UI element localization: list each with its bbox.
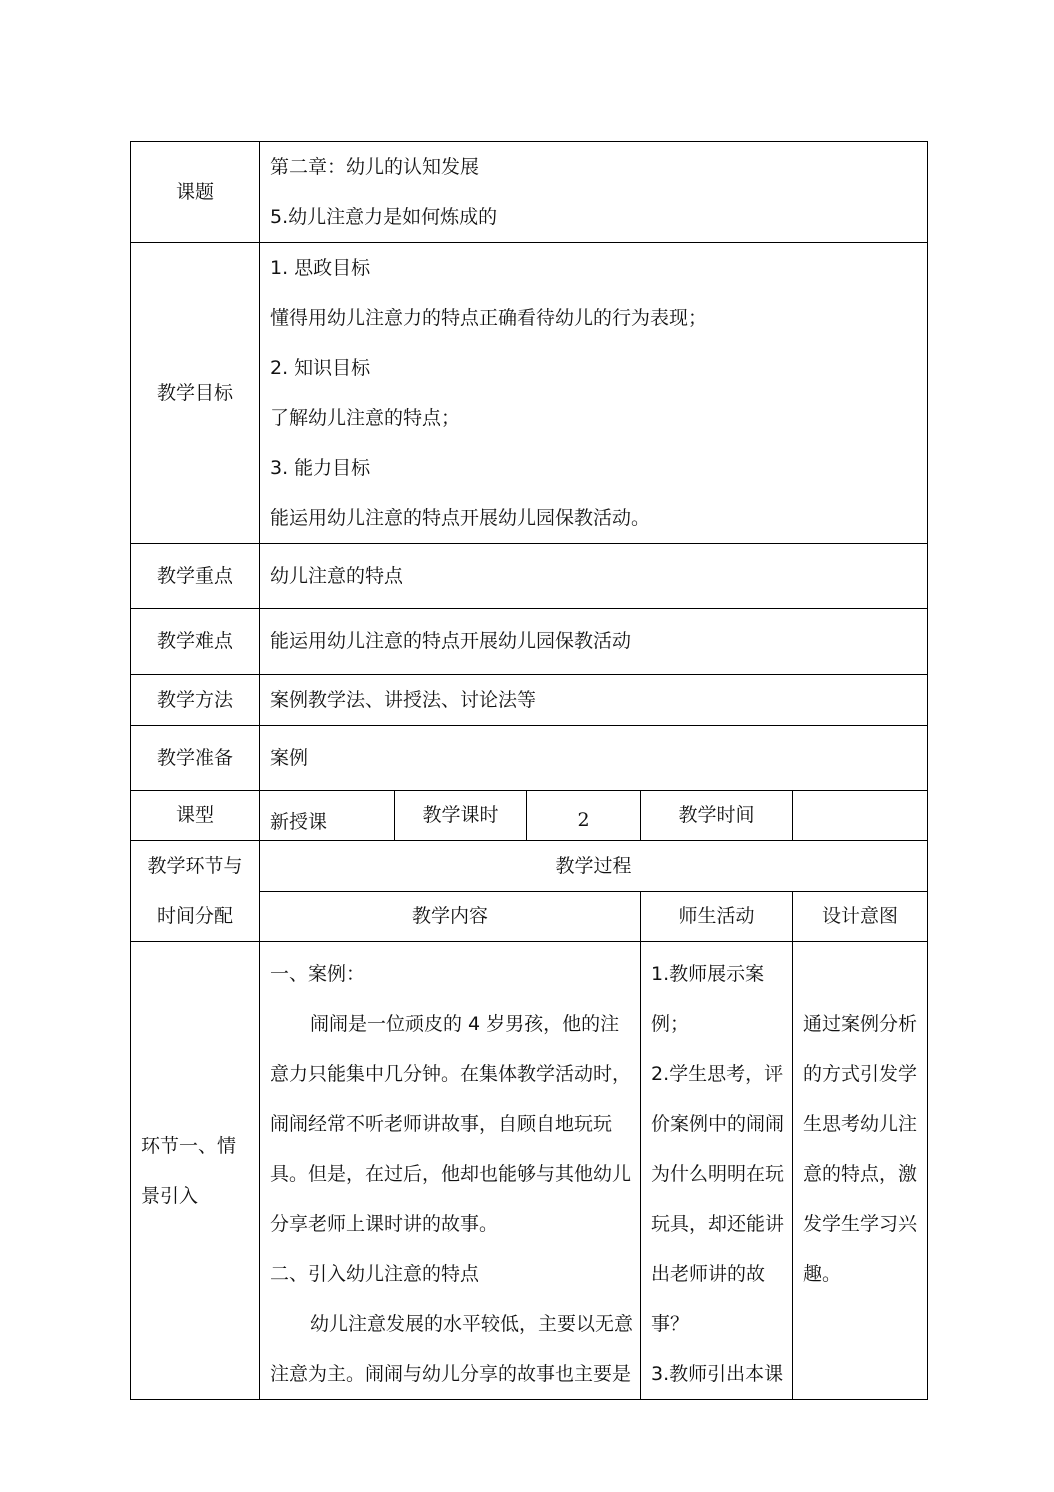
activity-line: 价案例中的闹闹 xyxy=(651,1113,785,1135)
preparation-value: 案例 xyxy=(260,726,928,791)
key-point-value: 幼儿注意的特点 xyxy=(260,544,928,609)
difficulty-value: 能运用幼儿注意的特点开展幼儿园保教活动 xyxy=(260,609,928,675)
stage1-intent xyxy=(793,942,928,1400)
objective-line: 3. 能力目标 xyxy=(270,457,371,479)
col-intent-header: 设计意图 xyxy=(793,892,928,942)
intent-line: 趣。 xyxy=(803,1263,842,1285)
content-line: 二、引入幼儿注意的特点 xyxy=(270,1263,480,1285)
method-value: 案例教学法、讲授法、讨论法等 xyxy=(260,675,928,726)
intent-line: 发学生学习兴 xyxy=(803,1213,918,1235)
content-line: 闹闹是一位顽皮的 4 岁男孩，他的注 xyxy=(310,1013,620,1035)
stage1-name-line: 环节一、情 xyxy=(141,1134,237,1157)
content-line: 注意为主。闹闹与幼儿分享的故事也主要是 xyxy=(270,1363,632,1385)
preparation-label: 教学准备 xyxy=(131,726,260,791)
content-line: 闹闹经常不听老师讲故事，自顾自地玩玩 xyxy=(270,1113,613,1135)
key-point-row xyxy=(131,544,928,609)
teaching-time-label: 教学时间 xyxy=(641,791,793,841)
activity-line: 为什么明明在玩 xyxy=(651,1163,785,1185)
objectives-row xyxy=(131,243,928,544)
activity-line: 2.学生思考，评 xyxy=(651,1063,784,1085)
content-line: 幼儿注意发展的水平较低，主要以无意 xyxy=(310,1313,634,1335)
activity-line: 1.教师展示案 xyxy=(651,963,765,985)
col-activity-header: 师生活动 xyxy=(641,892,793,942)
objective-line: 能运用幼儿注意的特点开展幼儿园保教活动。 xyxy=(270,507,651,529)
course-type-row xyxy=(131,791,928,841)
activity-line: 出老师讲的故 xyxy=(651,1263,766,1285)
stage-header-line: 教学环节与 xyxy=(147,855,243,877)
activity-line: 例； xyxy=(651,1013,690,1035)
preparation-row xyxy=(131,726,928,791)
class-hours-value: 2 xyxy=(527,791,641,841)
objectives-label: 教学目标 xyxy=(131,243,260,544)
course-type-value: 新授课 xyxy=(260,791,395,841)
difficulty-row xyxy=(131,609,928,675)
lesson-plan-table xyxy=(130,141,928,1400)
objective-line: 2. 知识目标 xyxy=(270,357,371,379)
intent-line: 生思考幼儿注 xyxy=(803,1113,918,1135)
intent-line: 的方式引发学 xyxy=(803,1063,918,1085)
topic-cell xyxy=(260,142,928,243)
chapter-title: 第二章：幼儿的认知发展 xyxy=(270,156,480,178)
objective-line: 懂得用幼儿注意力的特点正确看待幼儿的行为表现； xyxy=(270,307,708,329)
objectives-cell xyxy=(260,243,928,544)
process-header-row xyxy=(131,841,928,892)
activity-line: 事？ xyxy=(651,1313,690,1335)
activity-line: 玩具，却还能讲 xyxy=(651,1213,785,1235)
stage1-content xyxy=(260,942,641,1400)
col-content-header: 教学内容 xyxy=(260,892,641,942)
stage1-row xyxy=(131,942,928,1400)
key-point-label: 教学重点 xyxy=(131,544,260,609)
topic-row xyxy=(131,142,928,243)
stage1-name-line: 景引入 xyxy=(141,1184,199,1207)
content-line: 具。但是，在过后，他却也能够与其他幼儿 xyxy=(270,1163,632,1185)
class-hours-label: 教学课时 xyxy=(395,791,527,841)
method-label: 教学方法 xyxy=(131,675,260,726)
stage-header xyxy=(131,841,260,942)
stage1-name xyxy=(131,942,260,1400)
objective-line: 了解幼儿注意的特点； xyxy=(270,407,461,429)
topic-label: 课题 xyxy=(131,142,260,243)
content-line: 分享老师上课时讲的故事。 xyxy=(270,1213,499,1235)
course-type-label: 课型 xyxy=(131,791,260,841)
content-line: 意力只能集中几分钟。在集体教学活动时， xyxy=(270,1063,632,1085)
objective-line: 1. 思政目标 xyxy=(270,257,371,279)
process-title: 教学过程 xyxy=(260,841,928,892)
lesson-title: 5.幼儿注意力是如何炼成的 xyxy=(270,206,498,228)
activity-line: 3.教师引出本课 xyxy=(651,1363,784,1385)
stage1-activity xyxy=(641,942,793,1400)
intent-line: 意的特点，激 xyxy=(803,1163,918,1185)
content-line: 一、案例： xyxy=(270,963,366,985)
difficulty-label: 教学难点 xyxy=(131,609,260,675)
intent-line: 通过案例分析 xyxy=(803,1013,918,1035)
stage-header-line: 时间分配 xyxy=(156,905,233,927)
teaching-time-value xyxy=(793,791,928,841)
method-row xyxy=(131,675,928,726)
